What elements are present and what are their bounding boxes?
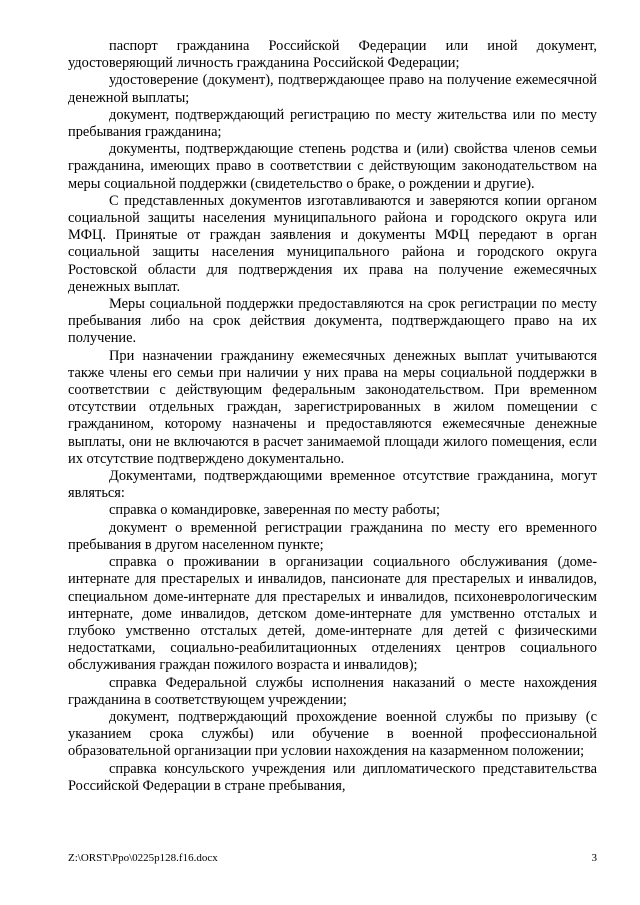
file-path: Z:\ORST\Ppo\0225p128.f16.docx	[68, 852, 218, 864]
document-body	[68, 38, 597, 795]
paragraph-absence-documents: Документами, подтверждающими временное отсутствие гражданина, могут являться:	[68, 468, 597, 502]
paragraph-support-term: Меры социальной поддержки предоставляются на срок регистрации по месту пребывания либо на срок действия документа, подтверждающего право на их получение.	[68, 296, 597, 347]
paragraph-copies: С представленных документов изготавливаются и заверяются копии органом социальной защиты населения муниципального района и городского округа или МФЦ. Принятые от граждан заявления и документы МФЦ передают в орган социальной защиты населения муниципального района и городского округа Ростовской области для подтверждения их права на получение ежемесячных денежных выплат.	[68, 192, 597, 295]
paragraph-military-service: документ, подтверждающий прохождение военной службы по призыву (с указанием срока службы) или обучение в военной профессиональной образовательной организации при условии нахождения на казарменном положении;	[68, 708, 597, 760]
paragraph-registration: документ, подтверждающий регистрацию по месту жительства или по месту пребывания гражданина;	[68, 106, 597, 141]
paragraph-family-members: При назначении гражданину ежемесячных денежных выплат учитываются также члены его семьи при наличии у них права на меры социальной поддержки в соответствии с действующим федеральным законодательством. При временном отсутствии отдельных граждан, зарегистрированных в жилом помещении с гражданином, которому назначены и предоставляются ежемесячные денежные выплаты, они не включаются в расчет занимаемой площади жилого помещения, если их отсутствие подтверждено документально.	[68, 347, 597, 467]
paragraph-social-care: справка о проживании в организации социального обслуживания (доме-интернате для престарелых и инвалидов, пансионате для престарелых и инвалидов, специальном доме-интернате для престарелых и инвалидов, психоневрологическим интернате, доме инвалидов, детском доме-интернате для умственно отсталых и глубоко умственно отсталых детей, доме-интернате для детей с физическими недостатками, социально-реабилитационных отделениях центров социального обслуживания граждан пожилого возраста и инвалидов);	[68, 554, 597, 674]
paragraph-consular: справка консульского учреждения или дипломатического представительства Российской Федерации в стране пребывания,	[68, 760, 597, 794]
paragraph-temporary-registration: документ о временной регистрации гражданина по месту его временного пребывания в другом населенном пункте;	[68, 519, 597, 553]
paragraph-kinship-documents: документы, подтверждающие степень родства и (или) свойства членов семьи гражданина, имеющих право в соответствии с действующим законодательством на меры социальной поддержки (свидетельство о браке, о рождении и другие).	[68, 141, 597, 192]
page-number: 3	[591, 852, 597, 864]
paragraph-certificate: удостоверение (документ), подтверждающее право на получение ежемесячной денежной выплаты;	[68, 72, 597, 106]
paragraph-penal-service: справка Федеральной службы исполнения наказаний о месте нахождения гражданина в соответствующем учреждении;	[68, 674, 597, 708]
paragraph-passport: паспорт гражданина Российской Федерации или иной документ, удостоверяющий личность гражданина Российской Федерации;	[68, 38, 597, 72]
paragraph-business-trip: справка о командировке, заверенная по месту работы;	[109, 502, 440, 519]
